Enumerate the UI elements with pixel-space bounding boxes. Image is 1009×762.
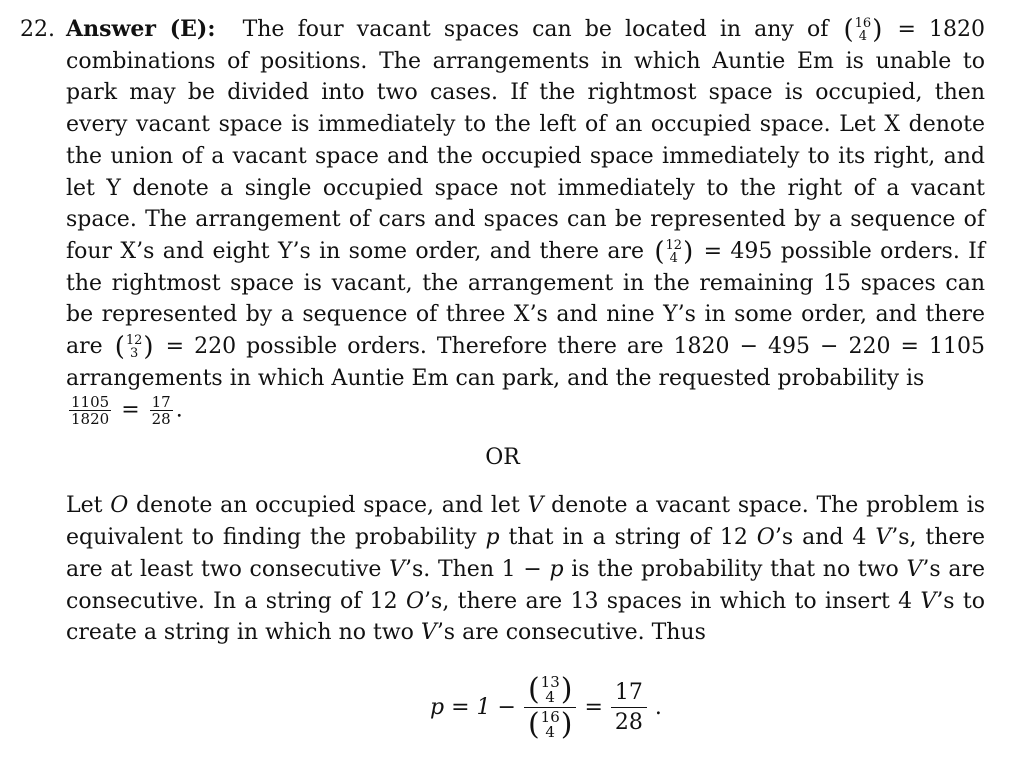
text-segment: ’s are consecutive. Thus [436,620,706,646]
equals-sign: = [584,694,603,720]
binom-bottom: 4 [545,687,555,706]
binomial-12-3: ( 12 3 ) [114,332,154,363]
text-segment: Let [66,493,103,519]
text-segment: ’s are consecutive. In a string of 12 [66,556,986,614]
binom-top: 12 [125,333,143,349]
denominator: 28 [151,410,171,429]
math-variable: p [549,556,564,582]
binom-top: 12 [665,237,683,253]
text-segment: = 1820 combinations of positions. The arrangements in which Auntie Em is unable to park may be divided into two cases. If the rightmost space is occupied, then every vacant space is immediately to the left of an occupied space. Let X denote the union of a vacant space and the occupied space immediately to its right, and let Y denote a single occupied space not immediately to the right of a vacant space. The arrangement of cars and spaces can be represented by a sequence of four X’s and eight Y’s in some order, and there are [66,17,986,264]
fraction-1105-1820 [69,394,111,427]
binom-bottom: 3 [129,346,139,362]
math-variable: V [420,620,437,646]
math-variable: V [906,556,923,582]
text-segment: = 495 possible orders. If the rightmost space is vacant, the arrangement in the remaining 15 spaces can be represented by a sequence of three X’s and nine Y’s in some order, and there are [66,238,986,360]
result-fraction [611,680,647,735]
binomial-16-4: ( 16 4 ) [527,706,573,742]
math-variable: O [756,525,775,551]
answer-label: Answer (E): [66,16,216,42]
display-equation [430,671,985,742]
math-variable: V [920,588,937,614]
numerator: 17 [151,393,171,412]
math-variable: p [485,525,500,551]
text-segment: ’s, there are 13 spaces in which to insert 4 [424,588,913,614]
binomial-12-4: ( 12 4 ) [654,236,694,267]
binomial-16-4: ( 16 4 ) [843,15,883,45]
text-segment: that in a string of 12 [508,525,748,551]
denominator: 1820 [71,410,110,429]
binom-bottom: 4 [669,250,678,266]
solution-two-paragraph [66,490,985,649]
text-segment: denote an occupied space, and let [136,493,520,519]
binom-top: 16 [854,16,872,31]
fraction-17-28 [150,394,173,427]
binom-top: 13 [540,672,560,691]
math-variable: O [406,588,425,614]
text-segment: = 220 possible orders. Therefore there are 1820 − 495 − 220 = 1105 arrangements in which Auntie Em can park, and the requested probability is [66,334,986,391]
text-segment: The four vacant spaces can be located in any of [242,17,829,42]
binom-bottom: 4 [858,29,868,44]
math-variable: O [110,493,129,519]
math-variable: V [389,556,405,582]
numerator: 17 [611,680,647,708]
solution-one-paragraph [66,14,985,427]
numerator: 1105 [71,393,110,412]
period: . [175,397,183,423]
text-segment: ’s, there are at least two consecutive [66,525,986,582]
binom-top: 16 [540,707,560,726]
denominator: 28 [614,709,643,735]
denominator [524,708,577,740]
binomial-13-4: ( 13 4 ) [527,671,573,707]
text-segment: is the probability that no two [571,556,899,582]
or-separator: OR [485,445,520,471]
period: . [654,694,662,720]
problem-number: 22. [20,17,55,42]
text-segment: denote a vacant space. The problem is equivalent to finding the probability [66,493,985,551]
numerator [524,671,577,708]
math-variable: V [527,493,544,519]
equation-lhs: p = 1 − [430,694,516,720]
problem-22 [20,14,985,427]
binom-bottom: 4 [545,722,555,741]
text-segment: ’s and 4 [774,525,867,551]
binomial-ratio-fraction [524,671,577,742]
equals-sign: = [121,397,140,423]
math-variable: V [875,525,892,551]
text-segment: ’s. Then 1 − [405,556,542,582]
text-segment: ’s to create a string in which no two [66,588,985,646]
